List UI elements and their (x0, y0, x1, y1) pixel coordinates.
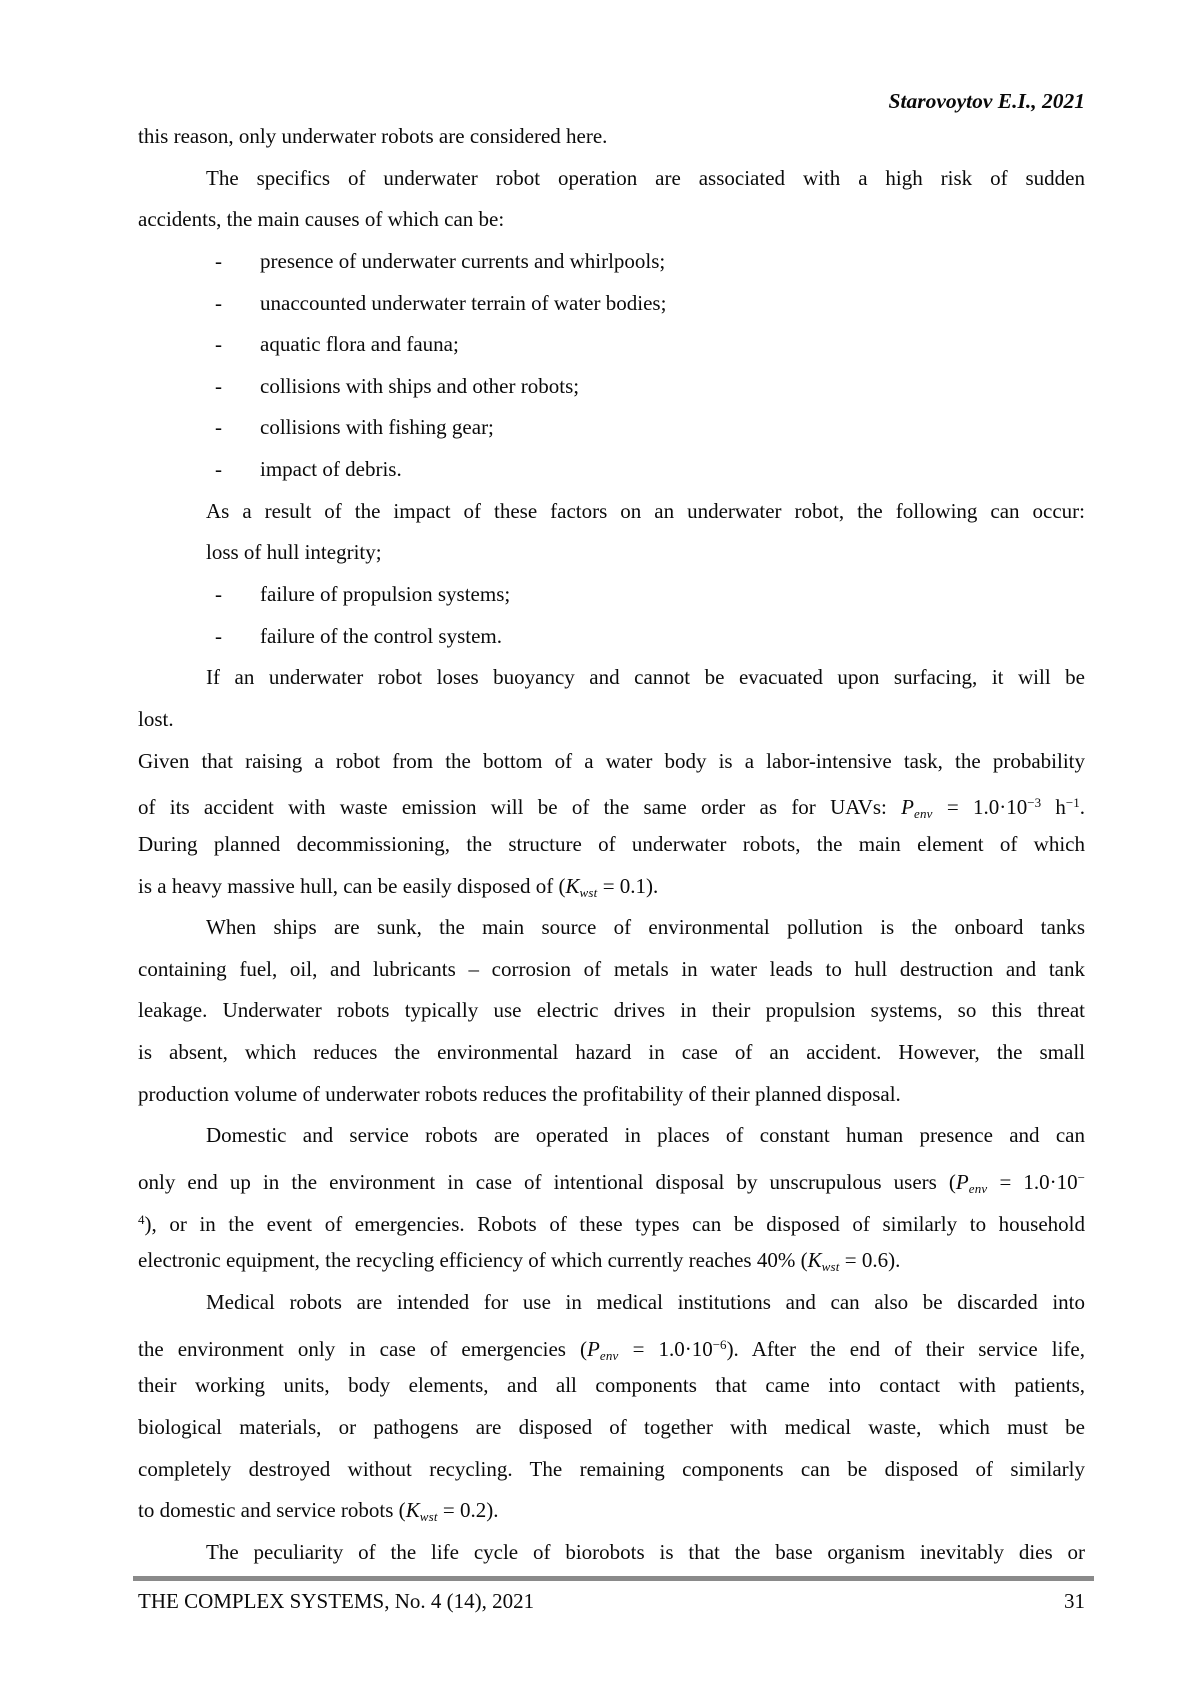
paragraph-line (138, 1324, 1085, 1366)
text-segment: K (565, 873, 580, 898)
text-segment: P (955, 1170, 969, 1195)
text-segment: ), or in the event of emergencies. Robots of these types can be disposed of similarly to household (144, 1211, 1085, 1236)
text-segment: biological materials, or pathogens are disposed of together with medical waste, which must be (138, 1414, 1085, 1439)
list-line (138, 366, 1085, 408)
text-segment: Given that raising a robot from the bottom of a water body is a labor-intensive task, the probability (138, 748, 1085, 773)
text-segment: failure of the control system. (260, 623, 503, 648)
text-segment: collisions with fishing gear; (260, 415, 494, 440)
paragraph-line (138, 1449, 1085, 1491)
list-line (138, 283, 1085, 325)
paragraph-line (138, 1490, 1085, 1532)
paragraph-line (138, 949, 1085, 991)
text-segment: containing fuel, oil, and lubricants – corrosion of metals in water leads to hull destruction and tank (138, 956, 1085, 981)
list-marker: - (215, 582, 222, 607)
document-body (138, 116, 1085, 1573)
text-segment: env (913, 806, 933, 822)
list-line (138, 241, 1085, 283)
text-segment: −1 (1065, 795, 1080, 811)
paragraph-line (138, 1365, 1085, 1407)
text-segment: = 1.0·10 (987, 1170, 1078, 1195)
paragraph-line (138, 1032, 1085, 1074)
text-segment: 4 (138, 1211, 145, 1227)
list-marker: - (215, 623, 222, 648)
footer-journal-title: THE COMPLEX SYSTEMS, No. 4 (14), 2021 (138, 1589, 535, 1613)
running-header-author: Starovoytov E.I., 2021 (888, 89, 1085, 113)
text-segment: = 1.0·10 (618, 1336, 713, 1361)
paragraph-line (138, 990, 1085, 1032)
text-segment: production volume of underwater robots reduces the profitability of their planned disposal. (138, 1081, 901, 1106)
text-segment: The specifics of underwater robot operation are associated with a high risk of sudden (206, 165, 1085, 190)
paragraph-line (138, 491, 1085, 533)
text-segment: = 1.0·10 (932, 795, 1028, 820)
list-line (138, 407, 1085, 449)
paragraph-line (138, 824, 1085, 866)
text-segment: leakage. Underwater robots typically use electric drives in their propulsion systems, so this threat (138, 998, 1085, 1023)
paragraph-line (138, 1157, 1085, 1199)
text-segment: Medical robots are intended for use in medical institutions and can also be discarded into (206, 1289, 1085, 1314)
list-marker: - (215, 373, 222, 398)
paragraph-line (138, 907, 1085, 949)
text-segment: When ships are sunk, the main source of environmental pollution is the onboard tanks (206, 915, 1085, 940)
text-segment: is a heavy massive hull, can be easily disposed of ( (138, 873, 566, 898)
paragraph-line (138, 741, 1085, 783)
text-segment: If an underwater robot loses buoyancy and cannot be evacuated upon surfacing, it will be (206, 665, 1085, 690)
text-segment: P (587, 1336, 600, 1361)
paragraph-line (138, 116, 1085, 158)
paragraph-line (138, 1074, 1085, 1116)
paragraph-line (138, 532, 1085, 574)
text-segment: = 0.2). (437, 1498, 499, 1523)
text-segment: env (968, 1181, 988, 1197)
text-segment: wst (821, 1259, 840, 1275)
text-segment: loss of hull integrity; (206, 540, 382, 565)
list-marker: - (215, 290, 222, 315)
paragraph-line (138, 1199, 1085, 1241)
text-segment: . (1079, 795, 1085, 820)
text-segment: h (1041, 795, 1066, 820)
list-line (138, 449, 1085, 491)
text-segment: wst (419, 1509, 438, 1525)
text-segment: Domestic and service robots are operated in places of constant human presence and can (206, 1123, 1085, 1148)
text-segment: impact of debris. (260, 457, 402, 482)
text-segment: −6 (712, 1336, 727, 1352)
text-segment: P (901, 795, 914, 820)
text-segment: this reason, only underwater robots are considered here. (138, 124, 608, 148)
text-segment: ). After the end of their service life, (726, 1336, 1085, 1361)
list-marker: - (215, 332, 222, 357)
paragraph-line (138, 1532, 1085, 1574)
footer-page-number: 31 (1064, 1589, 1085, 1613)
footer-rule (133, 1576, 1094, 1581)
paragraph-line (138, 866, 1085, 908)
paragraph-line (138, 1282, 1085, 1324)
list-marker: - (215, 415, 222, 440)
text-segment: The peculiarity of the life cycle of biorobots is that the base organism inevitably dies or (206, 1539, 1085, 1564)
text-segment: failure of propulsion systems; (260, 582, 511, 607)
text-segment: unaccounted underwater terrain of water bodies; (260, 290, 667, 315)
text-segment: only end up in the environment in case of intentional disposal by unscrupulous users ( (138, 1170, 956, 1195)
text-segment: wst (579, 884, 598, 900)
text-segment: collisions with ships and other robots; (260, 373, 580, 398)
page-footer (138, 1586, 1085, 1616)
text-segment: their working units, body elements, and all components that came into contact with patients, (138, 1373, 1085, 1398)
paragraph-line (138, 199, 1085, 241)
paragraph-line (138, 1115, 1085, 1157)
text-segment: completely destroyed without recycling. The remaining components can be disposed of similarly (138, 1456, 1085, 1481)
text-segment: K (807, 1248, 822, 1273)
text-segment: the environment only in case of emergencies ( (138, 1336, 588, 1361)
list-line (138, 324, 1085, 366)
text-segment: to domestic and service robots ( (138, 1498, 406, 1523)
paragraph-line (138, 782, 1085, 824)
text-segment: K (405, 1498, 420, 1523)
text-segment: = 0.6). (839, 1248, 901, 1273)
paragraph-line (138, 657, 1085, 699)
paragraph-line (138, 158, 1085, 200)
text-segment: env (599, 1347, 619, 1363)
text-segment: −3 (1027, 795, 1042, 811)
list-line (138, 574, 1085, 616)
paragraph-line (138, 1240, 1085, 1282)
text-segment: of its accident with waste emission will be of the same order as for UAVs: (138, 795, 902, 820)
text-segment: During planned decommissioning, the structure of underwater robots, the main element of which (138, 831, 1085, 856)
text-segment: = 0.1). (597, 873, 659, 898)
paragraph-line (138, 1407, 1085, 1449)
list-line (138, 616, 1085, 658)
text-segment: − (1077, 1170, 1085, 1186)
text-segment: accidents, the main causes of which can be: (138, 207, 505, 232)
text-segment: is absent, which reduces the environmental hazard in case of an accident. However, the small (138, 1040, 1085, 1065)
text-segment: aquatic flora and fauna; (260, 332, 459, 357)
text-segment: lost. (138, 706, 174, 731)
paragraph-line (138, 699, 1085, 741)
list-marker: - (215, 457, 222, 482)
text-segment: electronic equipment, the recycling efficiency of which currently reaches 40% ( (138, 1248, 808, 1273)
list-marker: - (215, 248, 222, 273)
text-segment: presence of underwater currents and whirlpools; (260, 248, 666, 273)
text-segment: As a result of the impact of these factors on an underwater robot, the following can occur: (206, 498, 1085, 523)
